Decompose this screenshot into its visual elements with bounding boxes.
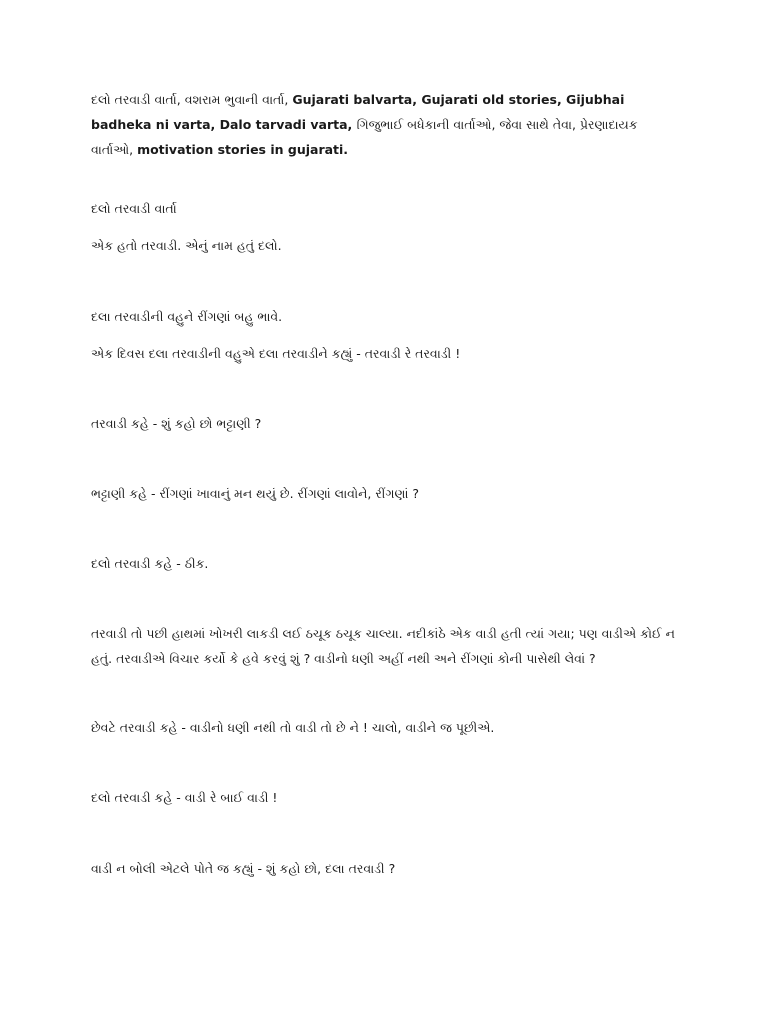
heading-gujarati-part-2: ગિજુભાઈ બધેકાની વાર્તાઓ, જેવા સાથે તેવા, પ્રેરણાદાયક વાર્તાઓ, <box>91 117 638 157</box>
story-title: દલો તરવાડી વાર્તા <box>91 201 177 216</box>
story-paragraph: તરવાડી કહે - શું કહો છો ભટ્ટાણી ? <box>91 416 262 431</box>
story-paragraph: દલો તરવાડી કહે - વાડી રે બાઈ વાડી ! <box>91 790 278 805</box>
story-paragraph: તરવાડી તો પછી હાથમાં ખોખરી લાકડી લઈ ઠચૂક ઠચૂક ચાલ્યા. નદીકાંઠે એક વાડી હતી ત્યાં ગયા; પણ વાડીએ કોઈ ન હતું. તરવાડીએ વિચાર કર્યો કે હવે કરવું શું ? વાડીનો ધણી અહીં નથી અને રીંગણાં કોની પાસેથી લેવાં ? <box>91 626 675 666</box>
keywords-heading <box>91 87 681 162</box>
heading-english-part-2: motivation stories in gujarati. <box>137 142 349 157</box>
story-paragraph: ભટ્ટાણી કહે - રીંગણાં ખાવાનું મન થયું છે. રીંગણાં લાવોને, રીંગણાં ? <box>91 486 420 501</box>
story-paragraph: વાડી ન બોલી એટલે પોતે જ કહ્યું - શું કહો છો, દલા તરવાડી ? <box>91 861 396 876</box>
story-paragraph: દલો તરવાડી કહે - ઠીક. <box>91 556 209 571</box>
heading-gujarati-part-1: દલો તરવાડી વાર્તા, વશરામ ભુવાની વાર્તા, <box>91 92 293 107</box>
story-paragraph: એક દિવસ દલા તરવાડીની વહુએ દલા તરવાડીને કહ્યું - તરવાડી રે તરવાડી ! <box>91 346 461 361</box>
story-paragraph: દલા તરવાડીની વહુને રીંગણાં બહુ ભાવે. <box>91 309 283 324</box>
story-paragraph: છેવટે તરવાડી કહે - વાડીનો ધણી નથી તો વાડી તો છે ને ! ચાલો, વાડીને જ પૂછીએ. <box>91 720 495 735</box>
story-paragraph: એક હતો તરવાડી. એનું નામ હતું દલો. <box>91 238 282 253</box>
heading-english-part-1: Gujarati balvarta, Gujarati old stories, Gijubhai badheka ni varta, Dalo tarvadi varta, <box>91 92 625 132</box>
